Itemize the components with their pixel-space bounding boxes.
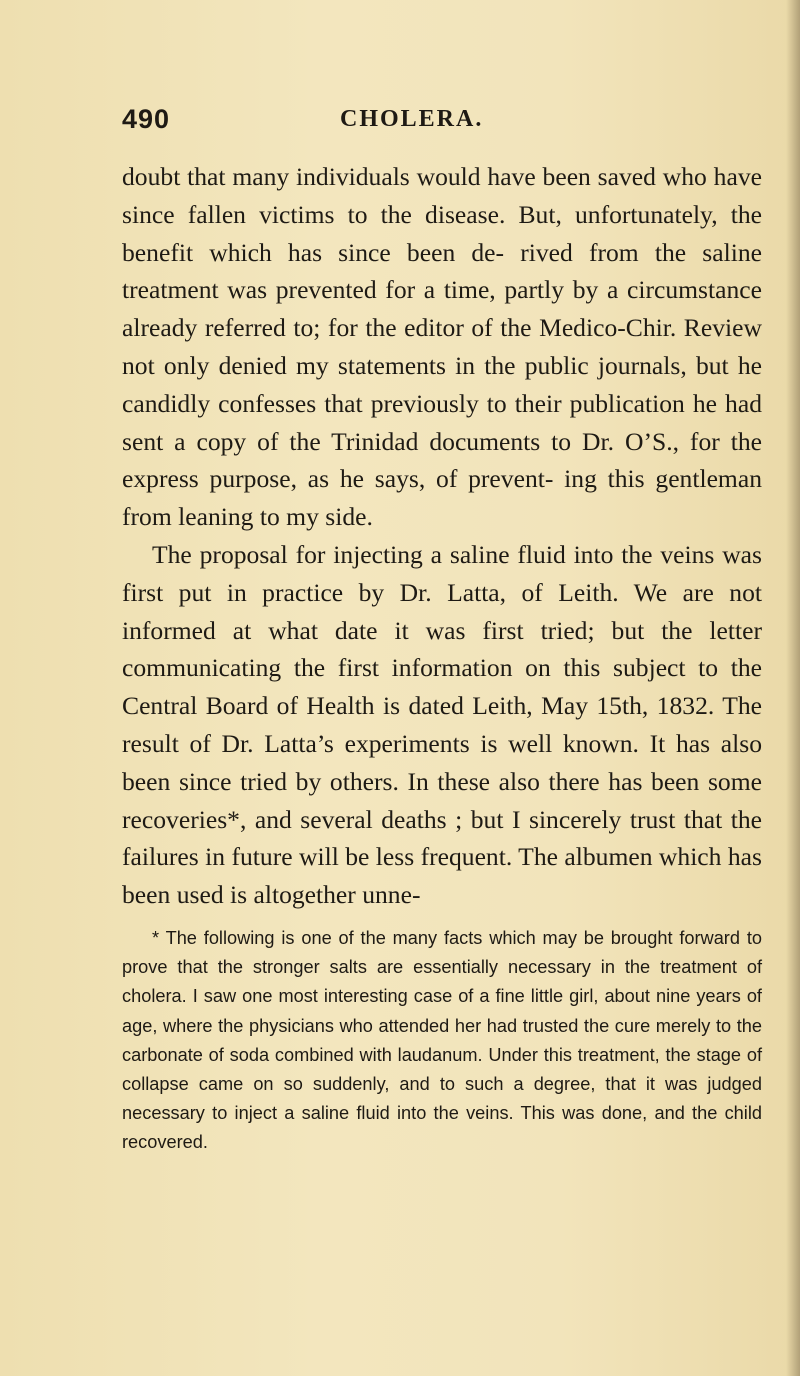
body-paragraph-2: The proposal for injecting a saline fluid into the veins was first put in practice by Dr. Latta, of Leith. We are not informed at what date it was first tried; but the letter communicating the first information on this subject to the Central Board of Health is dated Leith, May 15th, 1832. The result of Dr. Latta’s experiments is well known. It has also been since tried by others. In these also there has been some recoveries*, and several deaths ; but I sincerely trust that the failures in future will be less frequent. The albumen which has been used is altogether unne- <box>122 539 762 910</box>
footnote-text: * The following is one of the many facts which may be brought forward to prove that the stronger salts are essentially necessary in the treatment of cholera. I saw one most interesting case of a fine little girl, about nine years of age, where the physicians who attended her had trusted the cure merely to the carbonate of soda combined with laudanum. Under this treatment, the stage of collapse came on so suddenly, and to such a degree, that it was judged necessary to inject a saline fluid into the veins. This was done, and the child recovered. <box>122 927 762 1153</box>
book-page <box>122 100 762 1158</box>
running-head <box>122 100 762 140</box>
page-number: 490 <box>122 104 171 134</box>
body-paragraph-1: doubt that many individuals would have been saved who have since fallen victims to the disease. But, unfortunately, the benefit which has since been de- rived from the saline treatment was prevented for a time, partly by a circumstance already referred to; for the editor of the Medico-Chir. Review not only denied my statements in the public journals, but he candidly confesses that previously to their publication he had sent a copy of the Trinidad documents to Dr. O’S., for the express purpose, as he says, of prevent- ing this gentleman from leaning to my side. <box>122 162 762 532</box>
running-title: CHOLERA. <box>340 106 484 132</box>
footnote <box>122 924 762 1158</box>
page-edge-shadow <box>786 0 800 1376</box>
body-text <box>122 158 762 914</box>
